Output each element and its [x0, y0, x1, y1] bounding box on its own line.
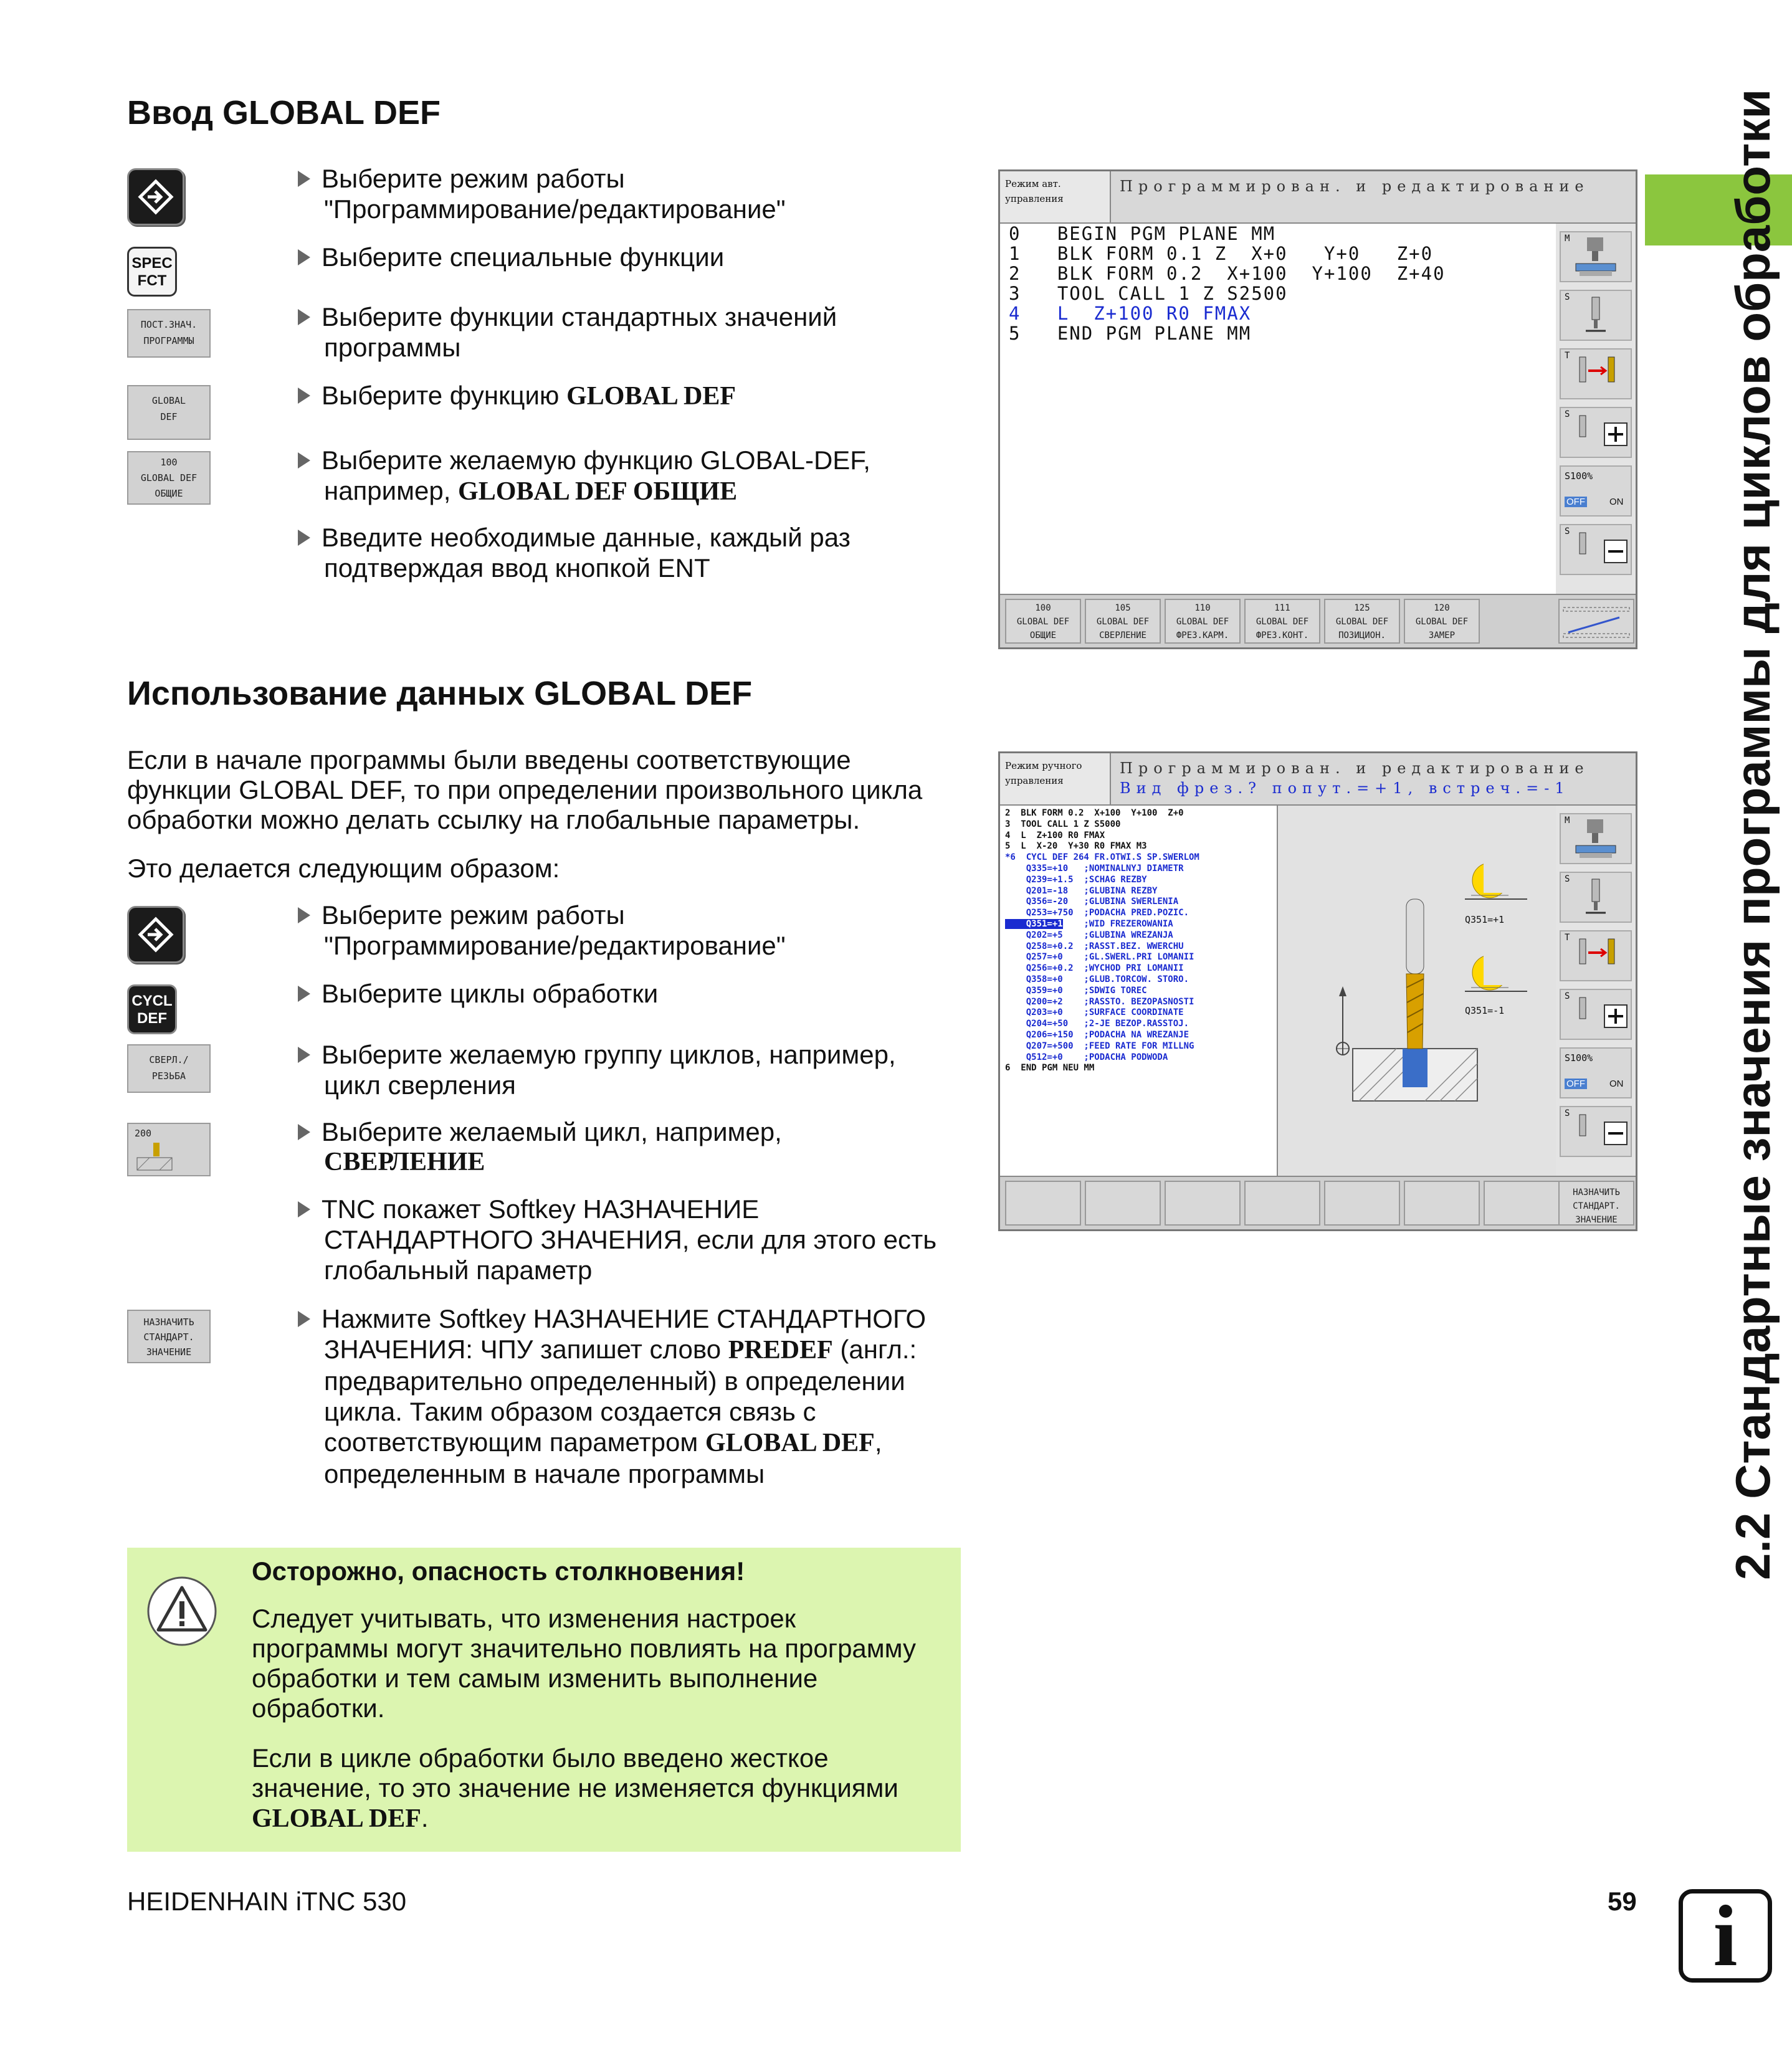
- softkey-program-defaults-line1: ПОСТ.ЗНАЧ.: [140, 319, 198, 330]
- program-line-selected-part: Q351=+1: [1005, 918, 1063, 929]
- screen-header: [1111, 753, 1636, 806]
- spindle-icon: [1561, 873, 1631, 922]
- step2-select-cycles: [298, 978, 958, 1009]
- softkey-assign-line2: СТАНДАРТ.: [143, 1331, 194, 1343]
- warning-title-text: Осторожно, опасность столкновения!: [252, 1556, 745, 1586]
- step-text: (англ.:: [840, 1335, 917, 1364]
- side-softkey-t[interactable]: [1560, 930, 1632, 981]
- step-line: Выберите желаемую функцию GLOBAL-DEF,: [322, 445, 870, 475]
- softkey-assign-line1: НАЗНАЧИТЬ: [1573, 1188, 1620, 1198]
- step-enter-data: [298, 522, 958, 583]
- step-line: Выберите желаемый цикл, например,: [322, 1117, 782, 1146]
- info-icon-glyph: i: [1713, 1888, 1738, 1984]
- warning-bold: GLOBAL DEF: [252, 1804, 421, 1833]
- side-softkeys: [1556, 806, 1636, 1179]
- side-softkey-m[interactable]: [1560, 231, 1632, 282]
- step-line: Выберите режим работы: [322, 164, 625, 193]
- program-line[interactable]: 3 TOOL CALL 1 Z S2500: [1009, 283, 1288, 304]
- section-title-input-global-def: Ввод GLOBAL DEF: [127, 94, 441, 131]
- bullet-arrow-icon: [298, 530, 310, 546]
- step-line: цикл сверления: [324, 1070, 516, 1100]
- program-line[interactable]: 2 BLK FORM 0.2 X+100 Y+100 Z+0: [1005, 808, 1184, 818]
- operating-mode-label: [1000, 171, 1111, 224]
- softkey-line: СВЕРЛЕНИЕ: [1099, 631, 1146, 641]
- softkey-drill-thread-group[interactable]: [127, 1044, 211, 1093]
- step-text: ЗНАЧЕНИЯ: ЧПУ запишет слово: [324, 1335, 728, 1364]
- step-line: TNC покажет Softkey НАЗНАЧЕНИЕ: [322, 1194, 760, 1224]
- side-softkey-s-plus[interactable]: [1560, 989, 1632, 1040]
- program-line[interactable]: Q256=+0.2 ;WYCHOD PRI LOMANII: [1005, 963, 1184, 974]
- step-select-special-functions: [298, 242, 958, 272]
- toggle-on[interactable]: ON: [1609, 1079, 1624, 1089]
- tool-change-icon: [1561, 350, 1631, 398]
- program-line[interactable]: 0 BEGIN PGM PLANE MM: [1009, 223, 1276, 244]
- step-line: "Программирование/редактирование": [324, 194, 786, 224]
- step-line: Выберите желаемую группу циклов, например,: [322, 1040, 896, 1069]
- spindle-plus-icon: [1561, 990, 1631, 1039]
- softkey-line: 111: [1274, 603, 1290, 613]
- mode-label-line: Режим ручного: [1005, 760, 1082, 771]
- tool-change-icon: [1561, 931, 1631, 980]
- info-icon[interactable]: [1679, 1889, 1772, 1983]
- softkey-200-label: 200: [135, 1128, 152, 1139]
- programming-mode-icon: [129, 170, 183, 224]
- programming-mode-key-2[interactable]: [127, 906, 184, 963]
- program-line[interactable]: Q203=+0 ;SURFACE COORDINATE: [1005, 1007, 1184, 1018]
- softkey-global-def-120[interactable]: [1404, 599, 1480, 644]
- softkey-row: [1000, 1176, 1636, 1229]
- spindle-minus-icon: [1561, 1107, 1631, 1156]
- side-softkey-s-plus[interactable]: [1560, 407, 1632, 458]
- program-line[interactable]: Q207=+500 ;FEED RATE FOR MILLNG: [1005, 1041, 1194, 1051]
- softkey-scroll-icon: [1560, 601, 1633, 642]
- softkey-empty[interactable]: [1244, 1181, 1320, 1226]
- softkey-group-line2: РЕЗЬБА: [151, 1070, 186, 1082]
- step-bold: GLOBAL DEF: [566, 382, 736, 411]
- side-softkey-s[interactable]: [1560, 872, 1632, 923]
- side-label: S: [1565, 409, 1570, 419]
- program-line[interactable]: Q201=-18 ;GLUBINA REZBY: [1005, 885, 1158, 896]
- step-text: ,: [874, 1427, 882, 1457]
- softkey-next-row[interactable]: [1558, 599, 1634, 644]
- intro-paragraph: [127, 745, 962, 835]
- programming-mode-icon: [129, 908, 183, 961]
- side-label: S: [1565, 1108, 1570, 1118]
- how-paragraph: [127, 854, 962, 883]
- program-line[interactable]: *6 CYCL DEF 264 FR.OTWI.S SP.SWERLOM: [1005, 852, 1199, 863]
- step-line: Выберите режим работы: [322, 900, 625, 930]
- side-label: M: [1565, 234, 1570, 244]
- bullet-arrow-icon: [298, 907, 310, 923]
- step-line: [322, 1334, 958, 1366]
- section-title-use-global-def: Использование данных GLOBAL DEF: [127, 675, 753, 712]
- toggle-on[interactable]: ON: [1609, 497, 1624, 507]
- side-label: T: [1565, 351, 1570, 361]
- program-line[interactable]: Q200=+2 ;RASSTO. BEZOPASNOSTI: [1005, 996, 1194, 1007]
- softkey-assign-line3: ЗНАЧЕНИЕ: [146, 1346, 192, 1358]
- program-line[interactable]: Q335=+10 ;NOMINALNYJ DIAMETR: [1005, 863, 1184, 874]
- program-window: [1000, 224, 1560, 598]
- softkey-global-def[interactable]: [127, 385, 211, 440]
- step-text: соответствующим параметром: [324, 1427, 705, 1457]
- step-line: [322, 1427, 958, 1459]
- conventional-label: Q351=-1: [1465, 1005, 1505, 1016]
- program-line[interactable]: 2 BLK FORM 0.2 X+100 Y+100 Z+40: [1009, 263, 1446, 284]
- softkey-100-line1: 100: [160, 457, 178, 468]
- softkey-group-line1: СВЕРЛ./: [149, 1054, 189, 1065]
- side-label: S: [1565, 526, 1570, 536]
- program-line[interactable]: Q206=+150 ;PODACHA NA WREZANJE: [1005, 1029, 1189, 1040]
- step-line: Выберите циклы обработки: [322, 979, 659, 1008]
- softkey-line: GLOBAL DEF: [1335, 617, 1389, 627]
- softkey-line: ОБЩИЕ: [1029, 631, 1057, 641]
- warning-title: [252, 1556, 943, 1586]
- softkey-assign-line3: ЗНАЧЕНИЕ: [1575, 1215, 1618, 1225]
- softkey-empty[interactable]: [1085, 1181, 1161, 1226]
- warning-line: программы могут значительно повлиять на программу: [252, 1634, 917, 1663]
- side-softkey-s-minus[interactable]: [1560, 524, 1632, 575]
- climb-label: Q351=+1: [1465, 914, 1505, 925]
- side-label: M: [1565, 816, 1570, 826]
- softkey-program-defaults-line2: ПРОГРАММЫ: [143, 335, 194, 346]
- machine-icon: [1561, 232, 1631, 281]
- bullet-arrow-icon: [298, 388, 310, 404]
- help-graphic: [1278, 806, 1558, 1179]
- program-line[interactable]: 4 L Z+100 R0 FMAX: [1009, 303, 1252, 324]
- mode-label-line: Режим авт.: [1005, 178, 1061, 189]
- step-bold: СВЕРЛЕНИЕ: [324, 1148, 485, 1176]
- program-line[interactable]: 5 END PGM PLANE MM: [1009, 323, 1252, 344]
- toggle-off[interactable]: OFF: [1565, 497, 1587, 507]
- side-label: S: [1565, 874, 1570, 884]
- step-line: [322, 475, 958, 507]
- softkey-assign-line2: СТАНДАРТ.: [1573, 1201, 1620, 1211]
- step-line: Выберите функции стандартных значений: [322, 302, 837, 331]
- warning-line: обработки и тем самым изменить выполнение: [252, 1664, 818, 1693]
- step-line: глобальный параметр: [324, 1255, 593, 1285]
- softkey-100-line2: GLOBAL DEF: [140, 472, 198, 483]
- program-line[interactable]: Q359=+0 ;SDWIG TOREC: [1005, 985, 1147, 996]
- step-bold: PREDEF: [728, 1336, 833, 1365]
- softkey-line: GLOBAL DEF: [1415, 617, 1469, 627]
- tnc-screen-global-def: [998, 169, 1637, 649]
- screen-subheader-text: Вид фрез.? попут.=+1, встреч.=-1: [1120, 779, 1570, 797]
- softkey-global-def-105[interactable]: [1085, 599, 1161, 644]
- warning-line: Следует учитывать, что изменения настроек: [252, 1604, 796, 1633]
- softkey-line: 120: [1434, 603, 1450, 613]
- program-line[interactable]: Q358=+0 ;GLUB.TORCOW. STORO.: [1005, 974, 1189, 984]
- side-label: S: [1565, 991, 1570, 1001]
- cycl-def-line1: CYCL: [131, 993, 173, 1009]
- machine-icon: [1561, 814, 1631, 863]
- side-label: S: [1565, 292, 1570, 302]
- step2-tnc-shows-softkey: [298, 1194, 958, 1285]
- step-line: Введите необходимые данные, каждый раз: [322, 523, 851, 552]
- step-line: Нажмите Softkey НАЗНАЧЕНИЕ СТАНДАРТНОГО: [322, 1304, 926, 1333]
- mode-label-line: управления: [1005, 193, 1064, 204]
- screen-header: [1111, 171, 1636, 224]
- warning-paragraph-1: [252, 1604, 943, 1723]
- program-line[interactable]: 6 END PGM NEU MM: [1005, 1063, 1095, 1074]
- program-line[interactable]: [1005, 919, 1199, 930]
- softkey-line: 100: [1035, 603, 1051, 613]
- bullet-arrow-icon: [298, 986, 310, 1002]
- page-number: 59: [1608, 1887, 1637, 1916]
- intro-line: обработки можно делать ссылку на глобальные параметры.: [127, 805, 860, 834]
- step2-press-softkey: [298, 1303, 958, 1489]
- program-window: [1000, 806, 1278, 1179]
- step-text: Выберите функцию: [322, 381, 567, 410]
- step-line: "Программирование/редактирование": [324, 931, 786, 960]
- softkey-assign-default-screen[interactable]: [1558, 1181, 1634, 1226]
- side-softkey-s[interactable]: [1560, 290, 1632, 341]
- softkey-100-global-def-general[interactable]: [127, 451, 211, 505]
- step2-select-mode: [298, 900, 958, 961]
- cycl-def-key[interactable]: [127, 984, 177, 1034]
- program-line[interactable]: 5 L X-20 Y+30 R0 FMAX M3: [1005, 841, 1147, 852]
- softkey-assign-default[interactable]: [127, 1310, 211, 1363]
- step-select-default-functions: [298, 302, 958, 363]
- side-softkey-s100[interactable]: [1560, 465, 1632, 517]
- softkey-line: ФРЕЗ.КОНТ.: [1256, 631, 1309, 641]
- warning-paragraph-2: [252, 1743, 943, 1834]
- program-line[interactable]: Q258=+0.2 ;RASST.BEZ. WWERCHU: [1005, 941, 1184, 951]
- softkey-empty[interactable]: [1404, 1181, 1480, 1226]
- milling-direction-graphic: [1278, 806, 1557, 1179]
- intro-line: Если в начале программы были введены соответствующие: [127, 745, 851, 774]
- program-line[interactable]: 3 TOOL CALL 1 Z S5000: [1005, 819, 1121, 829]
- cycl-def-line2: DEF: [137, 1010, 167, 1027]
- operating-mode-label: [1000, 753, 1111, 806]
- program-line[interactable]: Q202=+5 ;GLUBINA WREZANJA: [1005, 930, 1173, 940]
- softkey-line: 105: [1115, 603, 1131, 613]
- softkey-global-def-125[interactable]: [1324, 599, 1400, 644]
- spec-fct-key-line2: FCT: [137, 272, 167, 289]
- side-label: S100%: [1565, 1052, 1593, 1064]
- bullet-arrow-icon: [298, 249, 310, 265]
- spec-fct-key[interactable]: [127, 247, 177, 297]
- step2-select-cycle: [298, 1117, 958, 1178]
- step-text: например,: [324, 476, 459, 505]
- step-line: предварительно определенный) в определении: [324, 1366, 905, 1396]
- side-softkey-s-minus[interactable]: [1560, 1106, 1632, 1157]
- warning-line: [252, 1803, 943, 1834]
- softkey-line: 110: [1194, 603, 1211, 613]
- screen-header-text: Программирован. и редактирование: [1120, 760, 1589, 777]
- softkey-line: GLOBAL DEF: [1016, 617, 1070, 627]
- step-line: [322, 380, 958, 412]
- softkey-empty[interactable]: [1484, 1181, 1560, 1226]
- spindle-icon: [1561, 291, 1631, 340]
- chapter-side-title: 2.2 Стандартные значения программы для циклов обработки: [1725, 88, 1780, 1580]
- bullet-arrow-icon: [298, 452, 310, 469]
- spec-fct-key-line1: SPEC: [131, 255, 173, 272]
- step-line: программы: [324, 333, 461, 362]
- softkey-global-def-111[interactable]: [1244, 599, 1320, 644]
- program-listing: [1005, 808, 1199, 1074]
- softkey-line: ФРЕЗ.КАРМ.: [1176, 631, 1229, 641]
- step-line: СТАНДАРТНОГО ЗНАЧЕНИЯ, если для этого есть: [324, 1225, 937, 1254]
- softkey-empty[interactable]: [1005, 1181, 1081, 1226]
- program-line[interactable]: Q253=+750 ;PODACHA PRED.POZIC.: [1005, 908, 1189, 918]
- side-label: S100%: [1565, 470, 1593, 482]
- side-label: T: [1565, 933, 1570, 943]
- program-line[interactable]: Q204=+50 ;2-JE BEZOP.RASSTOJ.: [1005, 1019, 1189, 1029]
- softkey-line: ПОЗИЦИОН.: [1338, 631, 1386, 641]
- softkey-line: ЗАМЕР: [1428, 631, 1456, 641]
- softkey-line: 125: [1354, 603, 1370, 613]
- warning-box: [127, 1548, 961, 1852]
- step-bold: GLOBAL DEF ОБЩИЕ: [458, 477, 738, 506]
- spindle-plus-icon: [1561, 408, 1631, 457]
- step-select-mode: [298, 163, 958, 224]
- program-line[interactable]: Q239=+1.5 ;SCHAG REZBY: [1005, 874, 1147, 885]
- spindle-minus-icon: [1561, 525, 1631, 574]
- bullet-arrow-icon: [298, 309, 310, 325]
- softkey-empty[interactable]: [1165, 1181, 1241, 1226]
- softkey-global-def-110[interactable]: [1165, 599, 1241, 644]
- step-select-desired-global-def: [298, 445, 958, 507]
- softkey-line: GLOBAL DEF: [1096, 617, 1150, 627]
- step-line: определенным в начале программы: [324, 1459, 765, 1488]
- program-line[interactable]: Q512=+0 ;PODACHA PODWODA: [1005, 1052, 1168, 1062]
- bullet-arrow-icon: [298, 1311, 310, 1327]
- program-listing: [1009, 224, 1446, 343]
- warning-triangle-icon: [145, 1574, 219, 1649]
- warning-line: значение, то это значение не изменяется функциями: [252, 1773, 898, 1803]
- softkey-global-def-line2: DEF: [160, 411, 178, 422]
- step-bold: GLOBAL DEF: [705, 1429, 875, 1457]
- intro-line: функции GLOBAL DEF, то при определении произвольного цикла: [127, 775, 923, 804]
- step2-select-group: [298, 1039, 958, 1100]
- step-line: цикла. Таким образом создается связь с: [324, 1397, 816, 1426]
- softkey-global-def-100[interactable]: [1005, 599, 1081, 644]
- drilling-icon: [135, 1143, 203, 1173]
- mode-label-line: управления: [1005, 775, 1064, 786]
- step-select-global-def: [298, 380, 958, 412]
- softkey-assign-line1: НАЗНАЧИТЬ: [143, 1317, 194, 1328]
- softkey-empty[interactable]: [1324, 1181, 1400, 1226]
- warning-line: обработки.: [252, 1693, 385, 1723]
- warning-end: .: [421, 1803, 429, 1832]
- warning-line: Если в цикле обработки было введено жесткое: [252, 1743, 829, 1773]
- bullet-arrow-icon: [298, 171, 310, 187]
- softkey-line: GLOBAL DEF: [1256, 617, 1309, 627]
- footer-product: HEIDENHAIN iTNC 530: [127, 1887, 407, 1916]
- tnc-screen-cycle-definition: [998, 751, 1637, 1231]
- program-line-rest: ;WID FREZEROWANIA: [1062, 918, 1173, 929]
- step-line: подтверждая ввод кнопкой ENT: [324, 553, 710, 583]
- program-line[interactable]: Q356=-20 ;GLUBINA SWERLENIA: [1005, 897, 1179, 907]
- softkey-row: [1000, 594, 1636, 647]
- side-softkey-m[interactable]: [1560, 813, 1632, 864]
- side-softkeys: [1556, 224, 1636, 598]
- toggle-off[interactable]: OFF: [1565, 1079, 1587, 1089]
- softkey-cycle-200[interactable]: [127, 1123, 211, 1176]
- program-line[interactable]: Q257=+0 ;GL.SWERL.PRI LOMANII: [1005, 952, 1194, 963]
- softkey-line: GLOBAL DEF: [1176, 617, 1229, 627]
- how-line: Это делается следующим образом:: [127, 854, 560, 883]
- side-softkey-s100[interactable]: [1560, 1047, 1632, 1098]
- program-line[interactable]: 4 L Z+100 R0 FMAX: [1005, 830, 1105, 841]
- bullet-arrow-icon: [298, 1201, 310, 1217]
- bullet-arrow-icon: [298, 1047, 310, 1063]
- softkey-global-def-line1: GLOBAL: [151, 395, 186, 406]
- softkey-program-defaults[interactable]: [127, 309, 211, 358]
- step-line: Выберите специальные функции: [322, 242, 725, 272]
- program-line[interactable]: 1 BLK FORM 0.1 Z X+0 Y+0 Z+0: [1009, 243, 1434, 264]
- bullet-arrow-icon: [298, 1124, 310, 1140]
- side-softkey-t[interactable]: [1560, 348, 1632, 399]
- screen-header-text: Программирован. и редактирование: [1120, 178, 1589, 195]
- programming-mode-key[interactable]: [127, 168, 184, 226]
- softkey-100-line3: ОБЩИЕ: [155, 488, 183, 499]
